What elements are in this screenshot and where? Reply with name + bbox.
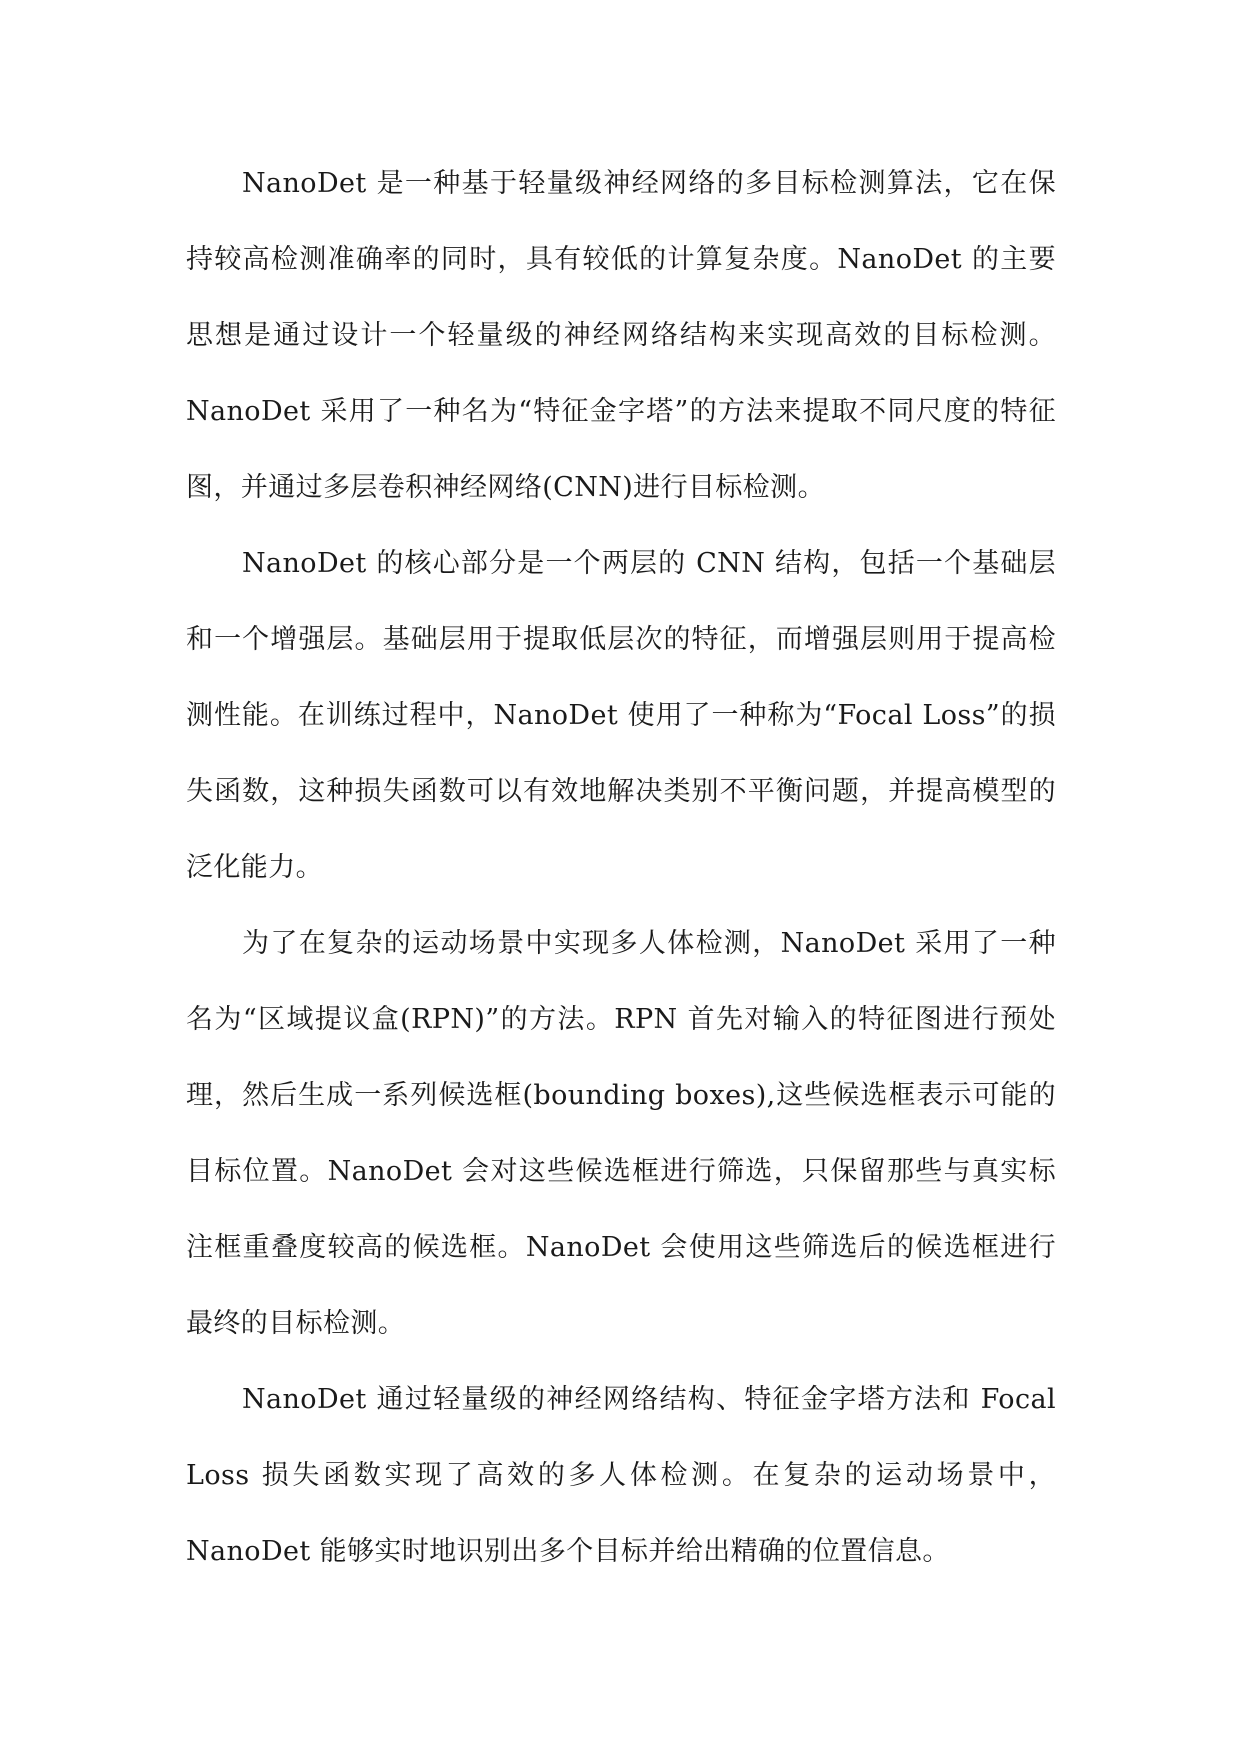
paragraph-nanodet-overview: NanoDet 是一种基于轻量级神经网络的多目标检测算法，它在保持较高检测准确率的同时，具有较低的计算复杂度。NanoDet 的主要思想是通过设计一个轻量级的神经网络结构来实现高效的目标检测。NanoDet 采用了一种名为“特征金字塔”的方法来提取不同尺度的特征图，并通过多层卷积神经网络(CNN)进行目标检测。 (186, 168, 1056, 503)
document-body (186, 146, 1056, 1590)
paragraph-summary: NanoDet 通过轻量级的神经网络结构、特征金字塔方法和 Focal Loss 损失函数实现了高效的多人体检测。在复杂的运动场景中，NanoDet 能够实时地识别出多个目标并给出精确的位置信息。 (186, 1384, 1056, 1567)
paragraph-cnn-structure: NanoDet 的核心部分是一个两层的 CNN 结构，包括一个基础层和一个增强层。基础层用于提取低层次的特征，而增强层则用于提高检测性能。在训练过程中，NanoDet 使用了一种称为“Focal Loss”的损失函数，这种损失函数可以有效地解决类别不平衡问题，并提高模型的泛化能力。 (186, 548, 1056, 883)
paragraph-rpn-method: 为了在复杂的运动场景中实现多人体检测，NanoDet 采用了一种名为“区域提议盒(RPN)”的方法。RPN 首先对输入的特征图进行预处理，然后生成一系列候选框(bounding boxes),这些候选框表示可能的目标位置。NanoDet 会对这些候选框进行筛选，只保留那些与真实标注框重叠度较高的候选框。NanoDet 会使用这些筛选后的候选框进行最终的目标检测。 (186, 928, 1056, 1339)
